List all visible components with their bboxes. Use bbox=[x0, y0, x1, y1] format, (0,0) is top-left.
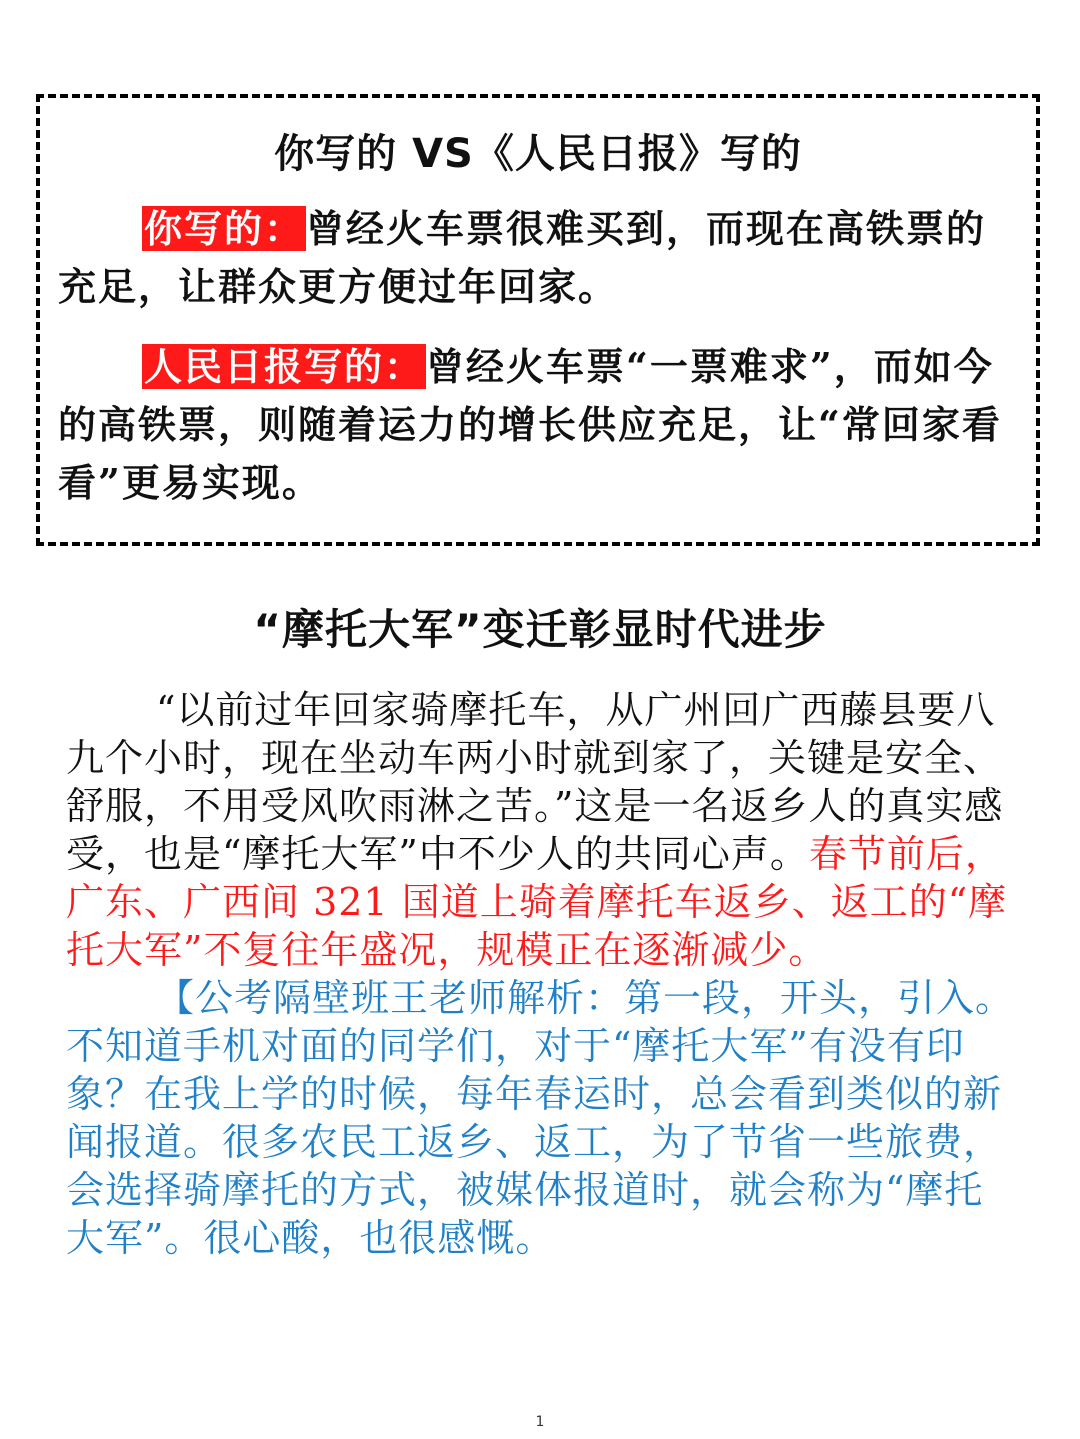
paragraph-1-text: “以前过年回家骑摩托车，从广州回广西藤县要八九个小时，现在坐动车两小时就到家了，关键是安全、舒服，不用受风吹雨淋之苦。”这是一名返乡人的真实感受，也是“摩托大军”中不少人的共同心声。 bbox=[66, 688, 1004, 876]
rmrb-label: 人民日报写的： bbox=[144, 344, 425, 389]
comparison-box bbox=[36, 94, 1040, 546]
yours-label: 你写的： bbox=[144, 206, 305, 251]
article-body bbox=[66, 686, 1016, 1262]
rmrb-paragraph bbox=[58, 338, 1018, 512]
yours-paragraph bbox=[58, 200, 1018, 316]
comparison-title: 你写的 VS《人民日报》写的 bbox=[274, 131, 802, 177]
paragraph-1-highlight: 春节前后，广东、广西间 321 国道上骑着摩托车返乡、返工的“摩托大军”不复往年盛况，规模正在逐渐减少。 bbox=[66, 832, 1008, 972]
rmrb-text: 曾经火车票“一票难求”，而如今的高铁票，则随着运力的增长供应充足，让“常回家看看”更易实现。 bbox=[58, 344, 1002, 505]
article-paragraph-1 bbox=[66, 686, 1016, 974]
article-title: “摩托大军”变迁彰显时代进步 bbox=[253, 605, 827, 654]
analysis-paragraph: 【公考隔壁班王老师解析：第一段，开头，引入。不知道手机对面的同学们，对于“摩托大军”有没有印象？在我上学的时候，每年春运时，总会看到类似的新闻报道。很多农民工返乡、返工，为了节省一些旅费，会选择骑摩托的方式，被媒体报道时，就会称为“摩托大军”。很心酸，也很感慨。 bbox=[66, 976, 1015, 1260]
yours-text: 曾经火车票很难买到，而现在高铁票的充足，让群众更方便过年回家。 bbox=[58, 206, 987, 309]
page-number: 1 bbox=[535, 1414, 545, 1430]
